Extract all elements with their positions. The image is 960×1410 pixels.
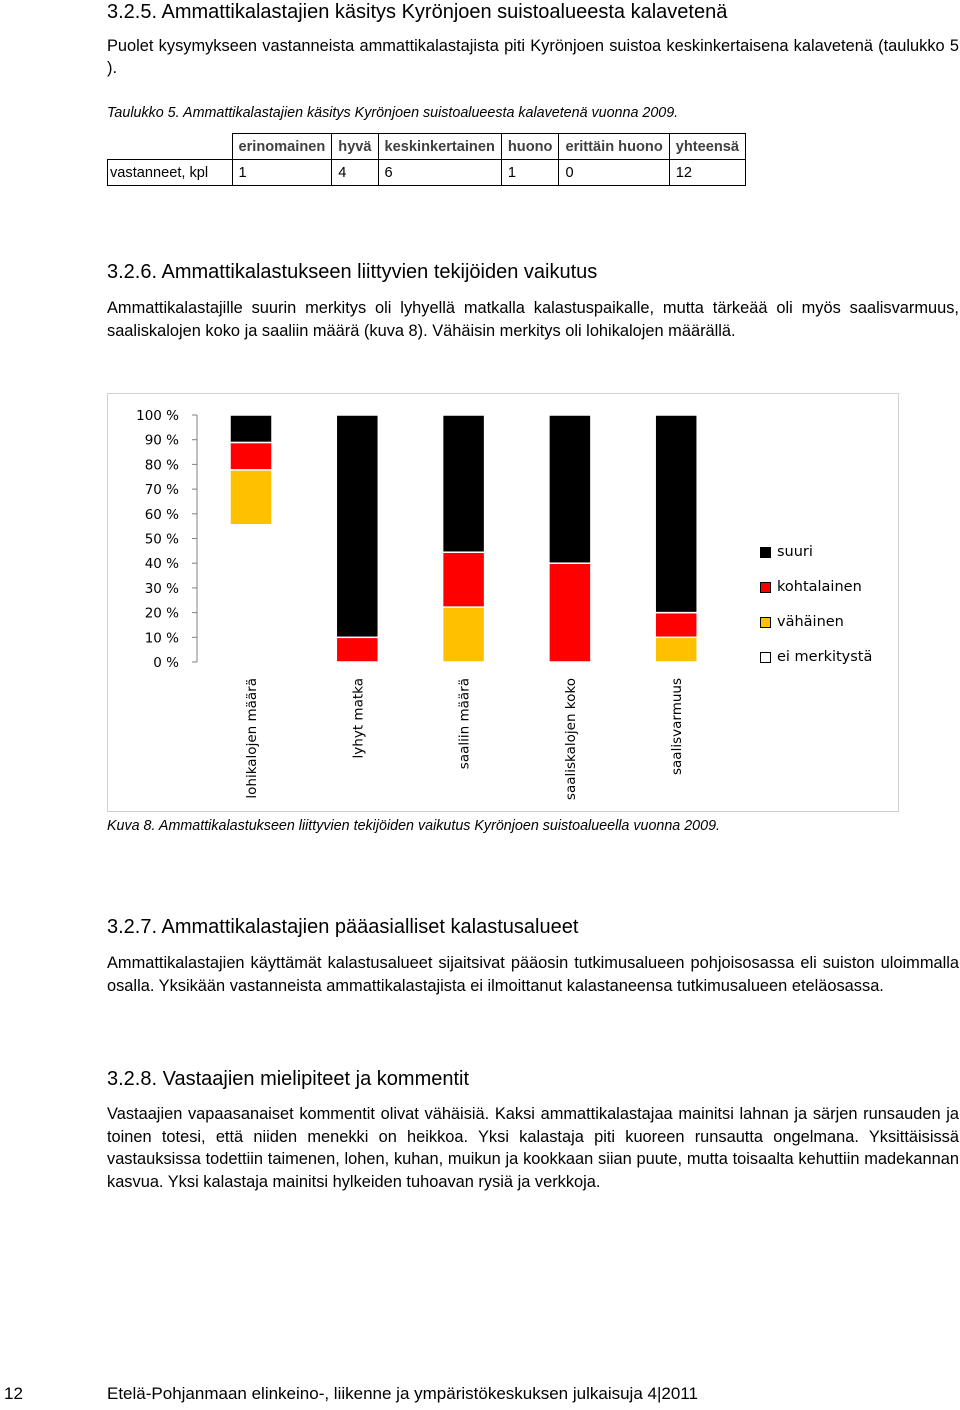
bar-segment: [230, 442, 272, 469]
x-tick-label: saaliin määrä: [456, 678, 473, 770]
legend-item-kohtalainen: [760, 575, 872, 599]
legend-item-ei-merkitysta: [760, 645, 872, 669]
y-tick-label: 100 %: [136, 408, 179, 424]
legend-swatch: [760, 652, 771, 663]
section-text-325: Puolet kysymykseen vastanneista ammattikalastajista piti Kyrönjoen suistoa keskinkertaisena kalavetenä (taulukko 5 ).: [107, 37, 959, 77]
section-text-326: Ammattikalastajille suurin merkitys oli lyhyellä matkalla kalastuspaikalle, mutta tärkeää oli myös saalisvarmuus, saaliskalojen koko ja saaliin määrä (kuva 8). Vähäisin merkitys oli lohikalojen määrällä.: [107, 299, 959, 340]
x-tick-label: saaliskalojen koko: [562, 678, 579, 801]
bar-segment: [655, 415, 697, 613]
table-row-label: vastanneet, kpl: [108, 160, 233, 186]
table-cell: 6: [378, 160, 501, 186]
y-tick-label: 50 %: [144, 531, 179, 548]
y-tick-label: 20 %: [144, 605, 179, 622]
section-heading-325: 3.2.5. Ammattikalastajien käsitys Kyrönjoen suistoalueesta kalavetenä: [107, 1, 728, 23]
bar-segment: [230, 470, 272, 525]
legend-swatch: [760, 582, 771, 593]
page-number: 12: [4, 1384, 23, 1403]
table-header-cell: yhteensä: [669, 134, 745, 160]
y-tick-label: 70 %: [144, 482, 179, 499]
table-header-cell: erittäin huono: [559, 134, 669, 160]
bar-segment: [336, 637, 378, 662]
y-tick-label: 60 %: [144, 506, 179, 523]
table-caption: Taulukko 5. Ammattikalastajien käsitys Kyrönjoen suistoalueesta kalavetenä vuonna 2009.: [107, 105, 679, 121]
y-tick-label: 80 %: [144, 457, 179, 474]
bar-segment: [230, 415, 272, 442]
table-header-cell: huono: [501, 134, 559, 160]
bar-segment: [655, 637, 697, 662]
chart-legend: [760, 540, 872, 669]
legend-swatch: [760, 547, 771, 558]
table-cell: 1: [501, 160, 559, 186]
y-tick-label: 90 %: [144, 432, 179, 449]
legend-label: suuri: [777, 544, 813, 560]
table-cell: 4: [332, 160, 378, 186]
legend-item-suuri: [760, 540, 872, 564]
table-cell: 0: [559, 160, 669, 186]
table-cell: 12: [669, 160, 745, 186]
legend-swatch: [760, 617, 771, 628]
legend-label: ei merkitystä: [777, 649, 873, 665]
x-tick-label: saalisvarmuus: [669, 678, 686, 775]
bar-segment: [230, 525, 272, 662]
bar-segment: [443, 415, 485, 552]
bar-segment: [549, 563, 591, 662]
legend-label: kohtalainen: [777, 579, 862, 595]
legend-item-vahainen: [760, 610, 872, 634]
x-tick-label: lohikalojen määrä: [244, 678, 260, 799]
bar-segment: [655, 613, 697, 638]
table-cell: 1: [232, 160, 332, 186]
y-tick-label: 30 %: [144, 580, 179, 597]
section-text-327: Ammattikalastajien käyttämät kalastusalueet sijaitsivat pääosin tutkimusalueen pohjoisosassa eli suiston uloimmalla osalla. Yksikään vastanneista ammattikalastajista ei ilmoittanut kalastaneensa tutkimusalueen eteläosassa.: [107, 954, 959, 995]
section-heading-327: 3.2.7. Ammattikalastajien pääasialliset kalastusalueet: [107, 916, 579, 938]
bar-segment: [549, 415, 591, 563]
section-heading-328: 3.2.8. Vastaajien mielipiteet ja kommentit: [107, 1068, 470, 1090]
legend-label: vähäinen: [777, 614, 844, 630]
y-tick-label: 40 %: [144, 556, 179, 573]
y-tick-label: 10 %: [144, 630, 179, 647]
figure-caption: Kuva 8. Ammattikalastukseen liittyvien tekijöiden vaikutus Kyrönjoen suistoalueella vuonna 2009.: [107, 818, 720, 834]
x-tick-label: lyhyt matka: [350, 678, 367, 759]
bar-segment: [336, 415, 378, 637]
bar-segment: [443, 607, 485, 662]
table-header-cell: hyvä: [332, 134, 378, 160]
section-text-328: Vastaajien vapaasanaiset kommentit olivat vähäisiä. Kaksi ammattikalastajaa mainitsi lahnan ja särjen runsauden ja toinen totesi, että niiden menekki on heikkoa. Yksi kalastaja piti kuoreen runsautta ongelmana. Yksittäisissä vastauksissa todettiin taimenen, lohen, kuhan, muikun ja kookkaan siian puute, mutta toisaalta kehuttiin madekannan kasvua. Yksi kalastaja mainitsi hylkeiden tuhoavan rysiä ja verkkoja.: [107, 1105, 959, 1191]
table-header-cell: erinomainen: [232, 134, 332, 160]
y-tick-label: 0 %: [153, 655, 179, 671]
footer-publication: Etelä-Pohjanmaan elinkeino-, liikenne ja ympäristökeskuksen julkaisuja 4|2011: [107, 1384, 698, 1403]
table-header-cell: keskinkertainen: [378, 134, 501, 160]
bar-segment: [443, 552, 485, 607]
section-heading-326: 3.2.6. Ammattikalastukseen liittyvien tekijöiden vaikutus: [107, 261, 598, 283]
